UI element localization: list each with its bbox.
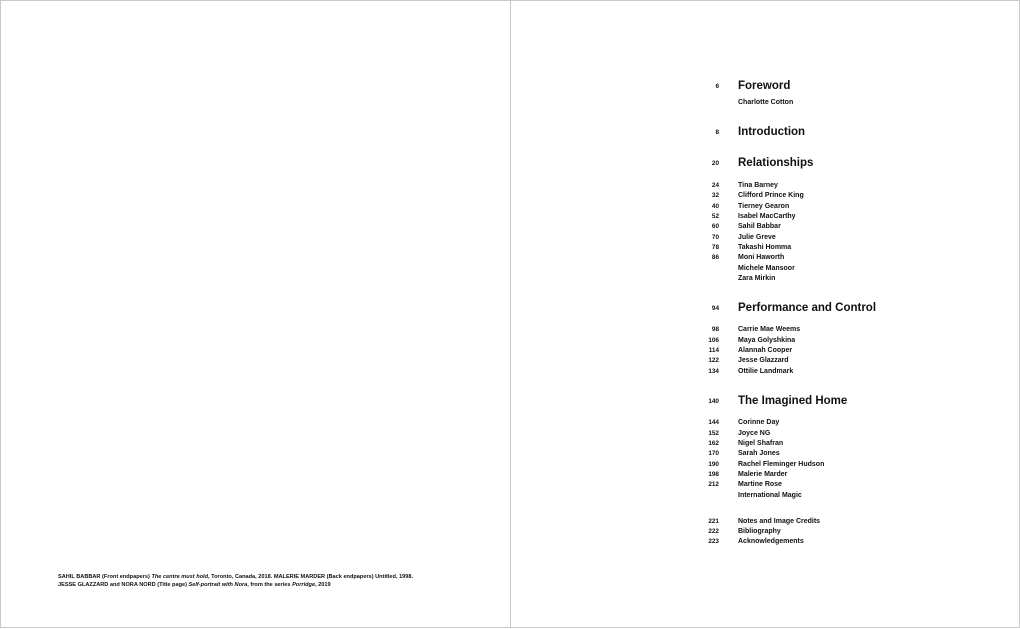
toc-entry-name: Jesse Glazzard — [738, 357, 789, 364]
toc-page-number: 32 — [711, 192, 719, 199]
toc-entry-name: Bibliography — [738, 528, 781, 535]
caption-text: SAHIL BABBAR (Front endpapers) — [58, 574, 152, 580]
toc-entry-name: Julie Greve — [738, 234, 776, 241]
toc-page-number: 24 — [711, 182, 719, 189]
toc-entry-name: Malerie Marder — [738, 471, 788, 478]
toc-entry-name: Carrie Mae Weems — [738, 326, 801, 333]
toc-entry-name: International Magic — [738, 492, 802, 499]
toc-entry-name: Michele Mansoor — [738, 265, 795, 272]
toc-entry-name: Nigel Shafran — [738, 440, 784, 447]
toc-entry-name: Sarah Jones — [738, 450, 780, 457]
toc-entry-name: Takashi Homma — [738, 244, 792, 251]
toc-page-number: 190 — [708, 461, 719, 468]
toc-entry-name: Rachel Fleminger Hudson — [738, 461, 825, 468]
caption-title: The centre must hold — [151, 574, 209, 580]
toc-entry-name: Corinne Day — [738, 419, 780, 426]
toc-section-title: Foreword — [738, 80, 791, 92]
toc-page-number: 221 — [708, 518, 719, 525]
toc-entry-name: Notes and Image Credits — [738, 518, 821, 525]
toc-page-number: 98 — [711, 326, 719, 333]
caption-title: Self-portrait with Nora — [188, 582, 248, 588]
toc-entry-name: Maya Golyshkina — [738, 337, 796, 344]
toc-page-number: 162 — [708, 440, 719, 447]
toc-entry-name: Martine Rose — [738, 481, 782, 488]
toc-page-number: 78 — [711, 244, 719, 251]
toc-page-number: 86 — [711, 254, 719, 261]
caption-text: , Toronto, Canada, 2018. MALERIE MARDER (Back endpapers) Untitled, 1998. — [208, 574, 414, 580]
toc-entry-name: Charlotte Cotton — [738, 99, 794, 106]
toc-entry-name: Ottilie Landmark — [738, 368, 794, 375]
toc-entry-name: Isabel MacCarthy — [738, 213, 796, 220]
toc-page-number: 114 — [708, 347, 719, 354]
toc-page-number: 52 — [711, 213, 719, 220]
toc-page-number: 212 — [708, 481, 719, 488]
toc-entry-name: Clifford Prince King — [738, 192, 804, 199]
toc-entry-name: Alannah Cooper — [738, 347, 793, 354]
toc-section-title: Performance and Control — [738, 302, 877, 314]
caption-title: Porridge — [292, 582, 316, 588]
toc-page-number: 8 — [715, 129, 719, 136]
toc-page-number: 222 — [708, 528, 719, 535]
toc-page-number: 40 — [711, 203, 719, 210]
toc-entry-name: Acknowledgements — [738, 538, 804, 545]
toc-page-number: 140 — [708, 398, 719, 405]
toc-page-number: 60 — [711, 223, 719, 230]
toc-entry-name: Tierney Gearon — [738, 203, 790, 210]
toc-page-number: 144 — [708, 419, 719, 426]
toc-page-number: 6 — [715, 83, 719, 90]
caption-text: , 2019 — [315, 582, 331, 588]
toc-page-number: 223 — [708, 538, 719, 545]
toc-entry-name: Tina Barney — [738, 182, 778, 189]
toc-entry-name: Moni Haworth — [738, 254, 785, 261]
toc-entry-name: Sahil Babbar — [738, 223, 781, 230]
toc-section-title: Relationships — [738, 157, 814, 169]
toc-page-number: 152 — [708, 430, 719, 437]
toc-entry-name: Zara Mirkin — [738, 275, 776, 282]
toc-page-number: 134 — [708, 368, 719, 375]
caption-text: , from the series — [247, 582, 293, 588]
toc-entry-name: Joyce NG — [738, 430, 771, 437]
toc-page-number: 170 — [708, 450, 719, 457]
caption-text: JESSE GLAZZARD and NORA NORD (Title page) — [58, 582, 189, 588]
toc-page-number: 20 — [711, 160, 719, 167]
toc-page-number: 94 — [711, 305, 719, 312]
toc-section-title: The Imagined Home — [738, 395, 848, 407]
toc-page-number: 70 — [711, 234, 719, 241]
toc-page-number: 198 — [708, 471, 719, 478]
toc-page-number: 106 — [708, 337, 719, 344]
toc-page-number: 122 — [708, 357, 719, 364]
toc-section-title: Introduction — [738, 126, 806, 138]
